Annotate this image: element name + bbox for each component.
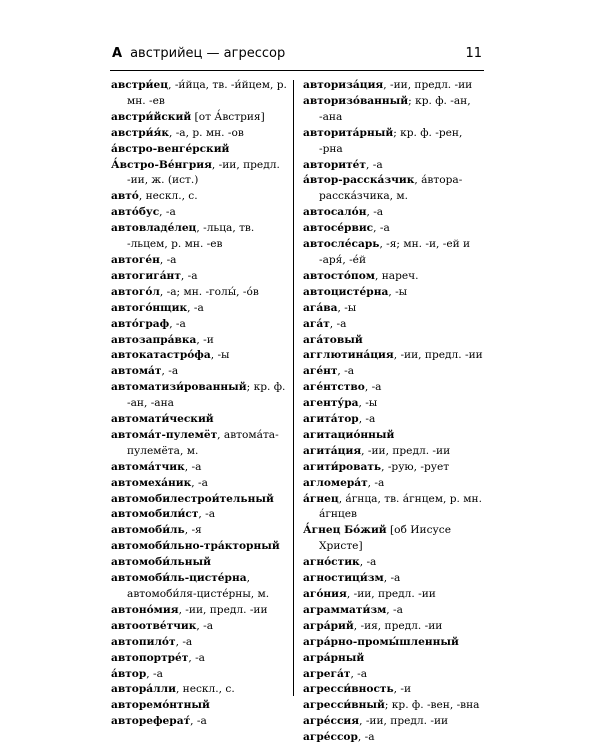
entry-headword: автома́т-пулемёт — [111, 428, 218, 441]
dictionary-entry — [303, 714, 485, 730]
entry-grammar: , -а — [191, 476, 208, 489]
entry-headword: автоно́мия — [111, 603, 179, 616]
dictionary-entry — [111, 635, 287, 651]
entry-grammar: [об Иисусе Христе] — [319, 524, 451, 553]
entry-headword: ага́т — [303, 317, 330, 330]
dictionary-entry — [303, 603, 485, 619]
dictionary-entry — [303, 317, 485, 333]
entry-headword: ага́товый — [303, 333, 363, 346]
entry-headword: австри́ец — [111, 79, 169, 91]
dictionary-entry — [303, 269, 485, 285]
entry-headword: агрега́т — [303, 667, 351, 680]
entry-grammar: , -а — [359, 556, 377, 569]
entry-headword: А́гнец Бо́жий — [303, 524, 387, 537]
entry-grammar: , -ы — [210, 349, 230, 362]
entry-headword: автомеха́ник — [111, 476, 192, 489]
dictionary-entry — [111, 142, 287, 158]
entry-grammar: , -а — [161, 365, 179, 378]
entry-grammar: , -а — [190, 715, 207, 728]
dictionary-entry — [303, 428, 485, 444]
dictionary-entry — [111, 492, 287, 508]
running-header — [112, 46, 482, 66]
dictionary-entry — [303, 126, 485, 158]
entry-headword: автомобили́ст — [111, 508, 199, 521]
page-number: 11 — [465, 46, 482, 61]
entry-headword: аго́ния — [303, 588, 347, 600]
entry-grammar: , -а — [329, 317, 347, 330]
entry-grammar: , -а — [196, 619, 214, 632]
entry-grammar: , нескл., с. — [175, 683, 235, 696]
dictionary-entry — [111, 476, 287, 492]
page-range: австрийец — агрессор — [130, 46, 286, 61]
entry-headword: автомоби́ль — [111, 524, 185, 537]
dictionary-entry — [303, 730, 485, 746]
entry-headword: авториза́ция — [303, 79, 384, 91]
entry-headword: автома́т — [111, 365, 162, 378]
entry-grammar: , -и — [196, 333, 214, 346]
entry-grammar: , -а; мн. -голы́, -о́в — [159, 285, 259, 298]
entry-grammar: , -ии, предл. -ии, ж. (ист.) — [127, 158, 280, 187]
entry-grammar: , -а — [175, 635, 193, 648]
entry-headword: автореферат́ — [111, 715, 191, 728]
entry-grammar: , -ы — [337, 301, 357, 314]
dictionary-entry — [303, 380, 485, 396]
entry-headword: агра́рный — [303, 651, 365, 664]
entry-grammar: , -ии, предл. -ии — [393, 349, 483, 362]
dictionary-entry — [303, 348, 485, 364]
entry-grammar: , -а — [180, 269, 198, 282]
dictionary-entry — [303, 460, 485, 476]
entry-grammar: ; кр. ф. -рен, -рна — [319, 126, 463, 155]
entry-headword: автоцисте́рна — [303, 285, 389, 298]
entry-headword: автопило́т — [111, 635, 176, 648]
dictionary-entry — [111, 619, 287, 635]
dictionary-entry — [111, 158, 287, 190]
entry-headword: агностици́зм — [303, 572, 384, 585]
entry-headword: агита́тор — [303, 413, 359, 426]
dictionary-entry — [303, 333, 485, 349]
entry-grammar: , -а — [159, 206, 176, 219]
header-rule — [110, 70, 484, 71]
dictionary-entry — [111, 539, 287, 555]
entry-grammar: , а́гнца, тв. а́гнцем, р. мн. а́гнцев — [319, 492, 482, 521]
entry-grammar: , -а — [366, 158, 383, 171]
entry-headword: агглютина́ция — [303, 349, 394, 362]
entry-headword: автомати́ческий — [111, 413, 214, 426]
entry-grammar: , -льца, тв. -льцем, р. мн. -ев — [127, 222, 255, 251]
entry-grammar: , -ии, предл. -ии — [361, 444, 451, 457]
entry-headword: автоматизи́рованный — [111, 381, 247, 394]
dictionary-entry — [303, 571, 485, 587]
entry-headword: агно́стик — [303, 556, 360, 569]
entry-headword: агити́ровать — [303, 460, 382, 473]
dictionary-entry — [303, 412, 485, 428]
entry-headword: авторите́т — [303, 158, 366, 171]
entry-headword: автома́тчик — [111, 460, 185, 473]
dictionary-entry — [303, 444, 485, 460]
dictionary-entry — [111, 253, 287, 269]
entry-headword: автора́лли — [111, 683, 176, 696]
dictionary-entry — [111, 523, 287, 539]
dictionary-entry — [111, 348, 287, 364]
dictionary-entry — [303, 619, 485, 635]
entry-grammar: ; кр. ф. -ан, -ана — [319, 94, 471, 123]
entry-headword: автосле́сарь — [303, 238, 380, 251]
entry-headword: автопортре́т — [111, 651, 189, 664]
dictionary-entry — [111, 667, 287, 683]
dictionary-entry — [303, 476, 485, 492]
dictionary-entry — [111, 460, 287, 476]
entry-headword: автоге́н — [111, 253, 160, 266]
entry-grammar: , -а — [184, 460, 202, 473]
dictionary-entry — [111, 651, 287, 667]
entry-headword: автосе́рвис — [303, 222, 374, 235]
entry-grammar: , -а — [188, 651, 205, 664]
entry-grammar: , нареч. — [374, 269, 419, 282]
dictionary-entry — [303, 173, 485, 205]
dictionary-entry — [111, 126, 287, 142]
entry-headword: агенту́ра — [303, 397, 359, 410]
dictionary-entry — [303, 205, 485, 221]
entry-grammar: , -я — [184, 524, 202, 537]
dictionary-entry — [303, 396, 485, 412]
dictionary-entry — [111, 189, 287, 205]
dictionary-entry — [111, 428, 287, 460]
entry-headword: автого́л — [111, 285, 160, 298]
dictionary-entry — [303, 555, 485, 571]
dictionary-entry — [111, 571, 287, 603]
entry-headword: а́встро-венге́рский — [111, 142, 230, 155]
entry-grammar: [от А́встрия] — [191, 110, 265, 123]
entry-headword: а́втор — [111, 667, 147, 680]
dictionary-entry — [111, 205, 287, 221]
entry-headword: автоотве́тчик — [111, 619, 197, 632]
dictionary-entry — [111, 555, 287, 571]
dictionary-entry — [303, 301, 485, 317]
entry-grammar: , -а — [337, 365, 355, 378]
dictionary-entry — [303, 523, 485, 555]
entry-grammar: , -а — [187, 301, 204, 314]
entry-grammar: , автомоби́ля-цисте́рны, м. — [127, 572, 270, 600]
entry-headword: авто́ — [111, 190, 139, 203]
dictionary-entry — [303, 667, 485, 683]
dictionary-entry — [303, 94, 485, 126]
entry-headword: агресси́вный — [303, 699, 385, 712]
dictionary-entry — [111, 78, 287, 110]
left-column — [111, 78, 287, 730]
entry-headword: агра́рно-промы́шленный — [303, 635, 459, 648]
entry-headword: агре́ссия — [303, 715, 360, 728]
entry-headword: авторита́рный — [303, 126, 394, 139]
dictionary-entry — [111, 603, 287, 619]
entry-grammar: , -рую, -рует — [381, 460, 450, 473]
entry-grammar: , -а — [357, 731, 375, 744]
entry-grammar: , -а — [373, 222, 390, 235]
dictionary-entry — [111, 301, 287, 317]
entry-grammar: , нескл., с. — [138, 190, 198, 203]
entry-headword: А́встро-Ве́нгрия — [111, 158, 212, 171]
entry-grammar: , -а, р. мн. -ов — [168, 126, 244, 139]
dictionary-entry — [303, 651, 485, 667]
entry-grammar: , -ии, предл. -ии — [178, 603, 268, 616]
dictionary-entry — [111, 221, 287, 253]
entry-grammar: , -а — [386, 603, 403, 616]
entry-headword: аге́нт — [303, 365, 338, 378]
entry-headword: авторемо́нтный — [111, 699, 210, 712]
entry-headword: австри́йский — [111, 110, 192, 123]
entry-grammar: , -а — [367, 476, 385, 489]
entry-headword: автомоби́льный — [111, 556, 211, 569]
entry-headword: агресси́вность — [303, 683, 394, 696]
entry-grammar: ; кр. ф. -вен, -вна — [384, 699, 480, 712]
entry-headword: авто́бус — [111, 206, 160, 219]
entry-grammar: , -а — [364, 381, 382, 394]
dictionary-entry — [303, 221, 485, 237]
dictionary-entry — [303, 635, 485, 651]
dictionary-entry — [303, 682, 485, 698]
entry-headword: агре́ссор — [303, 731, 358, 744]
entry-headword: ага́ва — [303, 301, 338, 314]
dictionary-entry — [111, 364, 287, 380]
entry-grammar: , -ии, предл. -ии — [346, 588, 436, 600]
entry-headword: автокатастро́фа — [111, 349, 211, 362]
dictionary-entry — [111, 317, 287, 333]
entry-headword: а́гнец — [303, 492, 339, 505]
entry-headword: австри́я́к — [111, 126, 169, 139]
dictionary-entry — [303, 158, 485, 174]
entry-headword: а́втор-расска́зчик — [303, 174, 415, 187]
entry-headword: агломера́т — [303, 476, 368, 489]
entry-headword: агита́ция — [303, 444, 362, 457]
dictionary-entry — [111, 380, 287, 412]
entry-headword: аге́нтство — [303, 381, 365, 394]
entry-headword: аграммати́зм — [303, 603, 387, 616]
dictionary-entry — [111, 698, 287, 714]
entry-grammar: , -ии, предл. -ии — [383, 79, 473, 91]
entry-grammar: , -и — [393, 683, 412, 696]
dictionary-entry — [111, 285, 287, 301]
column-divider — [293, 80, 294, 696]
entry-grammar: , -а — [146, 667, 163, 680]
entry-grammar: , -ии, предл. -ии — [359, 715, 449, 728]
dictionary-entry — [111, 110, 287, 126]
dictionary-entry — [303, 587, 485, 603]
entry-grammar: , -а — [198, 508, 216, 521]
entry-headword: автосто́пом — [303, 269, 375, 282]
dictionary-entry — [303, 698, 485, 714]
entry-grammar: , а́втора-расска́зчика, м. — [319, 174, 463, 203]
dictionary-entry — [303, 285, 485, 301]
dictionary-entry — [303, 364, 485, 380]
section-letter: А — [112, 46, 123, 61]
entry-grammar: , -а — [169, 317, 186, 330]
dictionary-entry — [111, 682, 287, 698]
entry-headword: автомобилестрои́тельный — [111, 492, 274, 505]
entry-grammar: , -а — [159, 253, 177, 266]
entry-grammar: , -а — [383, 572, 401, 585]
dictionary-entry — [303, 78, 485, 94]
right-column — [303, 78, 485, 746]
dictionary-entry — [111, 507, 287, 523]
entry-grammar: ; кр. ф. -ан, -ана — [127, 381, 286, 410]
dictionary-entry — [111, 714, 287, 730]
entry-grammar: , -ия, предл. -ии — [353, 619, 443, 632]
entry-headword: автозапра́вка — [111, 333, 197, 346]
dictionary-entry — [111, 412, 287, 428]
entry-headword: авто́граф — [111, 317, 170, 330]
entry-headword: автомоби́ль-цисте́рна — [111, 572, 247, 585]
dictionary-entry — [303, 237, 485, 269]
dictionary-entry — [111, 269, 287, 285]
entry-headword: автомоби́льно-тра́кторный — [111, 540, 280, 553]
entry-headword: автовладе́лец — [111, 222, 197, 235]
entry-grammar: , -ы — [388, 285, 408, 298]
entry-grammar: , -и́йца, тв. -и́йцем, р. мн. -ев — [127, 79, 287, 107]
dictionary-entry — [303, 492, 485, 524]
entry-headword: автосало́н — [303, 206, 367, 219]
entry-grammar: , автома́та-пулемёта, м. — [127, 428, 279, 457]
entry-headword: агитацио́нный — [303, 428, 395, 441]
dictionary-entry — [111, 333, 287, 349]
entry-headword: автогига́нт — [111, 269, 181, 282]
entry-headword: автого́нщик — [111, 301, 188, 314]
entry-headword: агра́рий — [303, 619, 354, 632]
entry-grammar: , -а — [350, 667, 368, 680]
entry-grammar: , -а — [358, 413, 376, 426]
entry-grammar: , -ы — [358, 397, 378, 410]
entry-grammar: , -я; мн. -и, -ей и -аря́, -е́й — [319, 238, 471, 266]
entry-headword: авторизо́ванный — [303, 94, 409, 107]
entry-grammar: , -а — [366, 206, 384, 219]
